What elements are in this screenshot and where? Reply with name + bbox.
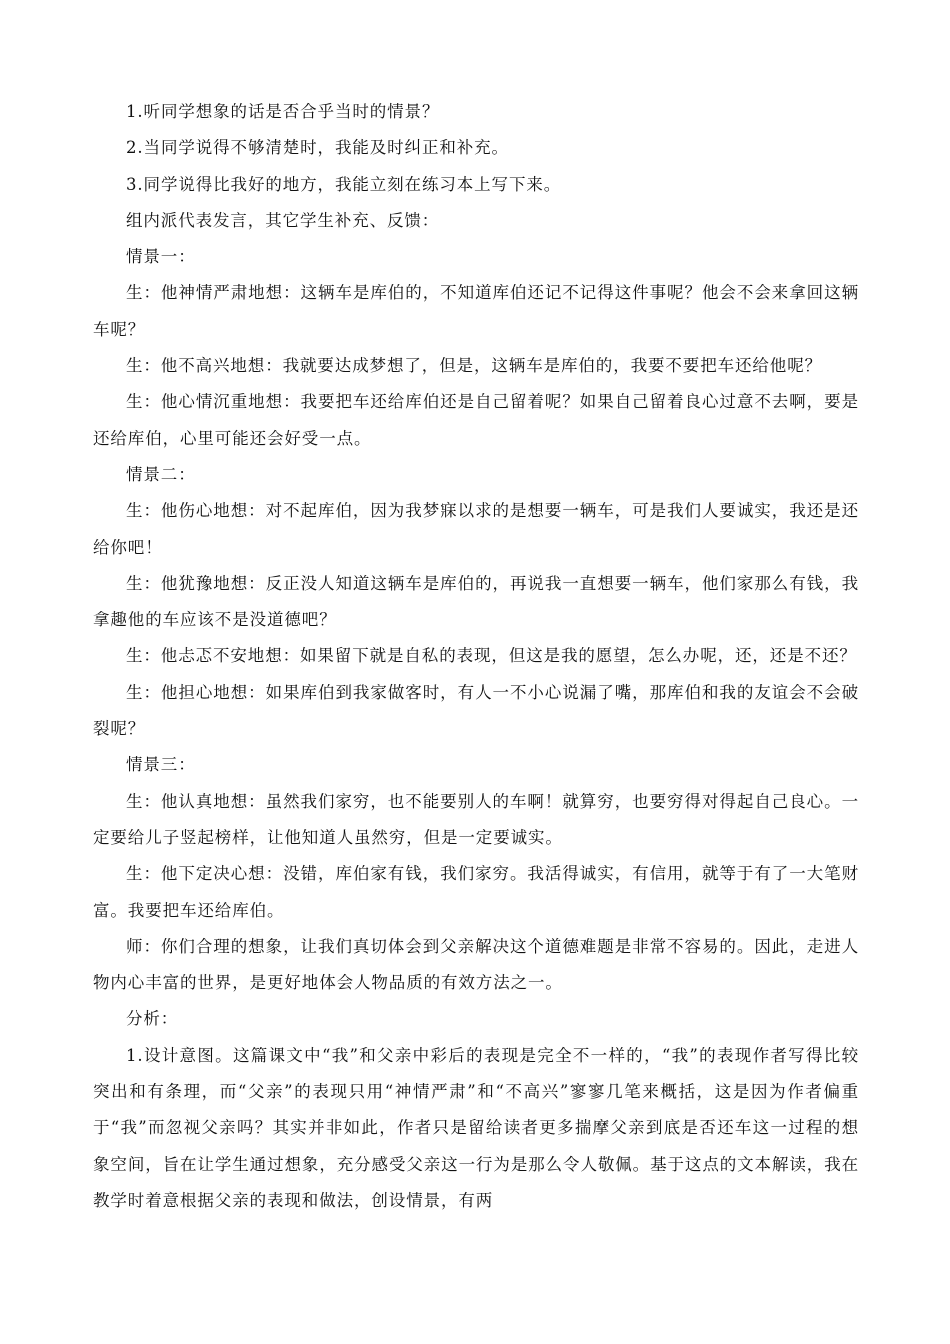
- paragraph-student-response: 生：他不高兴地想：我就要达成梦想了，但是，这辆车是库伯的，我要不要把车还给他呢？: [126, 356, 822, 376]
- paragraph-student-response: 生：他伤心地想：对不起库伯，因为我梦寐以求的是想要一辆车，可是我们人要诚实，我还是还给你吧！: [93, 501, 859, 557]
- paragraph-student-response: 生：他心情沉重地想：我要把车还给库伯还是自己留着呢？如果自己留着良心过意不去啊，要是还给库伯，心里可能还会好受一点。: [93, 392, 859, 448]
- section-heading-scene-1: 情景一：: [126, 247, 196, 267]
- section-heading-scene-2: 情景二：: [126, 464, 196, 484]
- paragraph-design-intent: 1.设计意图。这篇课文中“我”和父亲中彩后的表现是完全不一样的，“我”的表现作者写得比较突出和有条理，而“父亲”的表现只用“神情严肃”和“不高兴”寥寥几笔来概括，这是因为作者偏重于“我”而忽视父亲吗？其实并非如此，作者只是留给读者更多揣摩父亲到底是否还车这一过程的想象空间，旨在让学生通过想象，充分感受父亲这一行为是那么令人敬佩。基于这点的文本解读，我在教学时着意根据父亲的表现和做法，创设情景，有两: [93, 1045, 859, 1210]
- paragraph-student-response: 生：他犹豫地想：反正没人知道这辆车是库伯的，再说我一直想要一辆车，他们家那么有钱，我拿趣他的车应该不是没道德吧？: [93, 573, 859, 630]
- section-heading-analysis: 分析：: [126, 1009, 179, 1029]
- paragraph-criterion-3: 3.同学说得比我好的地方，我能立刻在练习本上写下来。: [126, 174, 562, 194]
- paragraph-group-report: 组内派代表发言，其它学生补充、反馈：: [126, 210, 440, 230]
- paragraph-teacher-comment: 师：你们合理的想象，让我们真切体会到父亲解决这个道德难题是非常不容易的。因此，走进人物内心丰富的世界，是更好地体会人物品质的有效方法之一。: [93, 936, 859, 993]
- paragraph-student-response: 生：他忐忑不安地想：如果留下就是自私的表现，但这是我的愿望，怎么办呢，还，还是不还？: [126, 646, 857, 666]
- document-page: [93, 94, 859, 1219]
- paragraph-student-response: 生：他神情严肃地想：这辆车是库伯的，不知道库伯还记不记得这件事呢？他会不会来拿回这辆车呢？: [93, 283, 859, 339]
- paragraph-student-response: 生：他认真地想：虽然我们家穷，也不能要别人的车啊！就算穷，也要穷得对得起自己良心。一定要给儿子竖起榜样，让他知道人虽然穷，但是一定要诚实。: [93, 791, 859, 847]
- paragraph-student-response: 生：他担心地想：如果库伯到我家做客时，有人一不小心说漏了嘴，那库伯和我的友谊会不会破裂呢？: [93, 682, 859, 739]
- paragraph-student-response: 生：他下定决心想：没错，库伯家有钱，我们家穷。我活得诚实，有信用，就等于有了一大笔财富。我要把车还给库伯。: [93, 864, 859, 920]
- paragraph-criterion-1: 1.听同学想象的话是否合乎当时的情景？: [126, 102, 440, 121]
- paragraph-criterion-2: 2.当同学说得不够清楚时，我能及时纠正和补充。: [126, 138, 509, 158]
- section-heading-scene-3: 情景三：: [126, 755, 196, 775]
